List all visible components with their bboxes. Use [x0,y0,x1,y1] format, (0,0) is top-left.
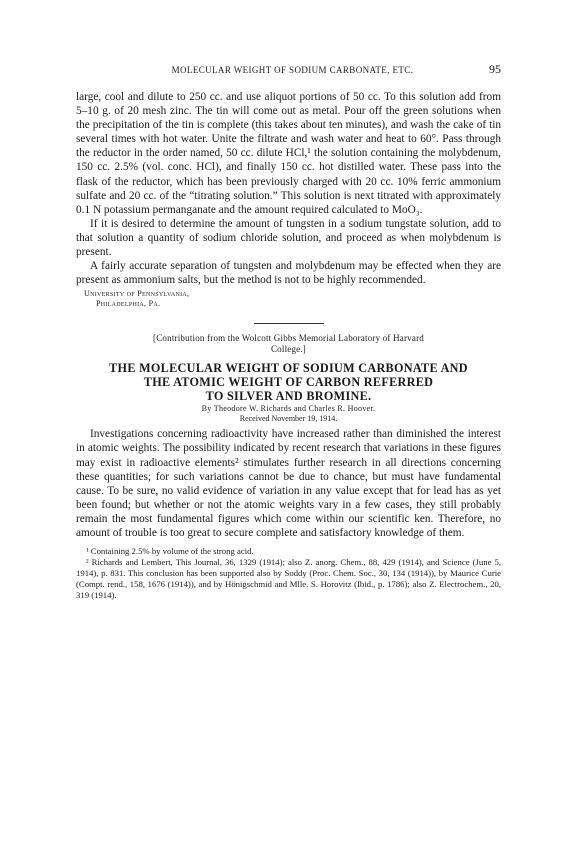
section-divider [254,323,324,324]
footnotes [76,546,501,601]
article-title-line-3: TO SILVER AND BROMINE. [205,389,372,404]
journal-page [76,62,501,601]
body-paragraph-1: large, cool and dilute to 250 cc. and use aliquot portions of 50 cc. To this solution add from 5–10 g. of 20 mesh zinc. The tin will come out as metal. Pour off the green solutions when the precipitation of the tin is complete (this takes about ten minutes), and wash the cake of tin several times with hot water. Unite the filtrate and wash water and heat to 60°. Pass through the reductor in the order named, 50 cc. dilute HCl,¹ the solution containing the molybdenum, 150 cc. 2.5% (vol. conc. HCl), and finally 150 cc. hot distilled water. These pass into the flask of the reductor, which has been previously charged with 20 cc. 10% ferric ammonium sulfate and 20 cc. of the “titrating solution.” This solution is next titrated with approximately 0.1 N potassium permanganate and the amount required calculated to MoO₃. [76,91,501,216]
body-paragraph-3: A fairly accurate separation of tungsten and molybdenum may be effected when they are present as ammonium salts, but the method is not to be highly recommended. [76,260,501,287]
affiliation-line-1: University of Pennsylvania, [84,289,190,299]
article-title-line-1: THE MOLECULAR WEIGHT OF SODIUM CARBONATE AND [109,361,468,376]
article-title [76,361,501,403]
affiliation-line-2: Philadelphia, Pa. [96,299,161,309]
contribution-note-line-1: [Contribution from the Wolcott Gibbs Memorial Laboratory of Harvard [153,333,424,344]
running-head-title: MOLECULAR WEIGHT OF SODIUM CARBONATE, ETC. [171,65,414,75]
article-paragraph: Investigations concerning radioactivity have increased rather than diminished the interest in atomic weights. The possibility indicated by recent research that variations in these figures may exist in radioactive elements² stimulates further research in all directions concerning these quantities; for such variations cannot be due to chance, but must have fundamental cause. To be sure, no valid evidence of variation in any value except that for lead has as yet been found; but whether or not the atomic weights vary in a few cases, they still probably remain the most fundamental figures which come within our scientific ken. Therefore, no amount of trouble is too great to secure complete and satisfactory knowledge of them. [76,428,501,539]
affiliation [84,289,501,309]
page-number: 95 [488,62,501,76]
received-date: Received November 19, 1914. [239,414,338,424]
contribution-note-line-2: College.] [270,344,307,355]
footnote-1: ¹ Containing 2.5% by volume of the strong acid. [86,546,254,557]
body-paragraph-2: If it is desired to determine the amount of tungsten in a sodium tungstate solution, add to that solution a quantity of sodium chloride solution, and proceed as when molybdenum is present. [76,217,501,259]
running-head [76,62,501,77]
footnote-2: ² Richards and Lembert, This Journal, 36, 1329 (1914); also Z. anorg. Chem., 88, 429 (1914), and Science (June 5, 1914), p. 831. This conclusion has been supported also by Soddy (Proc. Chem. Soc., 30, 134 (1914)), by Maurice Curie (Compt. rend., 158, 1676 (1914)), and by Hönigschmid and Mlle. S. Horovitz (Ibid., p. 1786); also Z. Electrochem., 20, 319 (1914). [76,557,501,601]
author-byline: By Theodore W. Richards and Charles R. Hoover. [201,404,376,414]
article-title-line-2: THE ATOMIC WEIGHT OF CARBON REFERRED [143,375,434,390]
